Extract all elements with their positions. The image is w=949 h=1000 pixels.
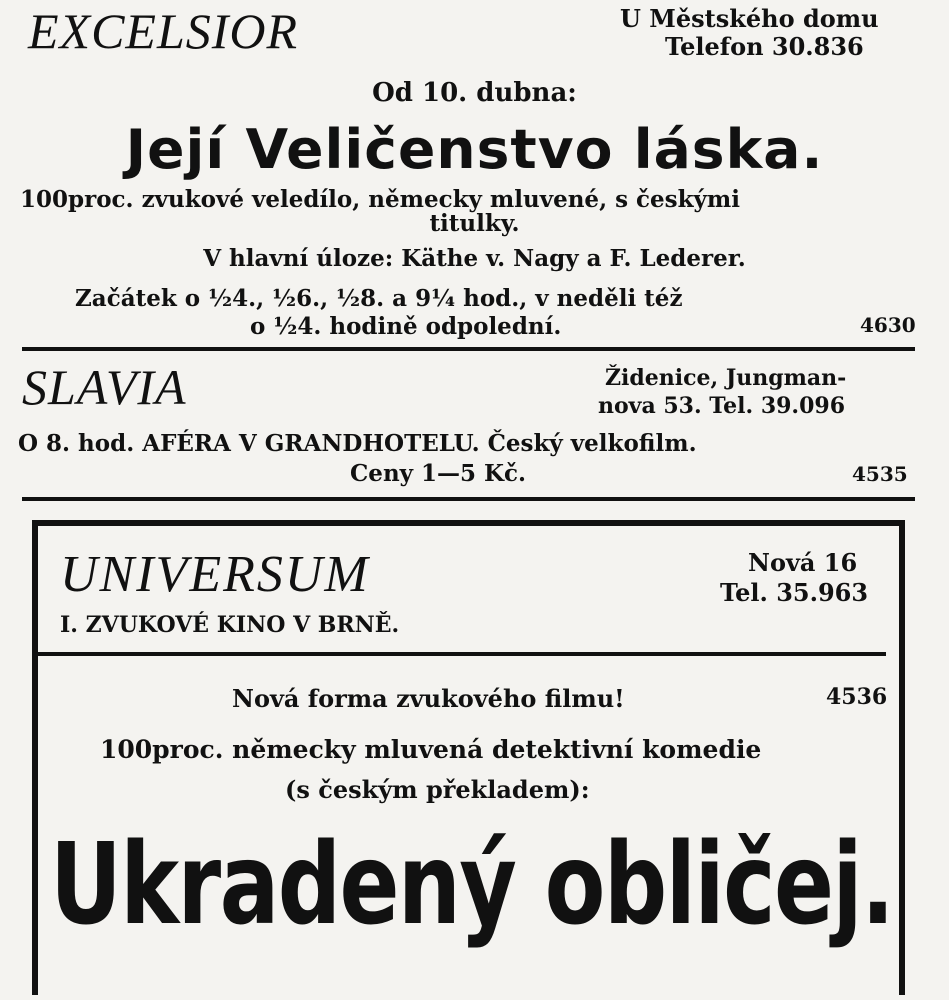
excelsior-times-line2: o ½4. hodině odpolední. <box>250 313 562 340</box>
slavia-address-line1: Židenice, Jungman- <box>605 365 847 391</box>
universum-subtitle: I. ZVUKOVÉ KINO V BRNĚ. <box>60 612 400 638</box>
excelsior-times-line1: Začátek o ½4., ½6., ½8. a 9¼ hod., v neděli též <box>75 285 683 312</box>
universum-film-title: Ukradený obličej. <box>50 820 894 950</box>
universum-header-divider <box>38 652 886 656</box>
universum-description-line1: 100proc. německy mluvená detektivní komedie <box>100 735 762 764</box>
slavia-name: SLAVIA <box>22 359 187 415</box>
excelsior-description-line2: titulky. <box>429 210 520 237</box>
divider-slavia-universum <box>22 497 915 501</box>
slavia-ad-code: 4535 <box>852 462 908 486</box>
universum-ad-code: 4536 <box>826 684 888 710</box>
universum-address-line2: Tel. 35.963 <box>720 578 869 607</box>
excelsior-film-title: Její Veličenstvo láska. <box>125 118 824 181</box>
excelsior-cast: V hlavní úloze: Käthe v. Nagy a F. Lederer. <box>203 245 746 272</box>
excelsior-ad-code: 4630 <box>860 313 916 337</box>
universum-address-line1: Nová 16 <box>748 548 858 577</box>
slavia-address-line2: nova 53. Tel. 39.096 <box>598 393 846 419</box>
excelsior-name: EXCELSIOR <box>28 3 299 59</box>
excelsior-description-line1: 100proc. zvukové veledílo, německy mluvené, s českými <box>20 186 740 213</box>
excelsior-date: Od 10. dubna: <box>372 78 577 108</box>
universum-form-text: Nová forma zvukového filmu! <box>232 684 625 713</box>
excelsior-address-line2: Telefon 30.836 <box>665 32 864 61</box>
slavia-showing: O 8. hod. AFÉRA V GRANDHOTELU. Český velkofilm. <box>18 430 697 457</box>
divider-excelsior-slavia <box>22 347 915 351</box>
slavia-prices: Ceny 1—5 Kč. <box>350 460 527 487</box>
excelsior-address-line1: U Městského domu <box>620 4 879 33</box>
universum-name: UNIVERSUM <box>60 546 370 603</box>
universum-description-line2: (s českým překladem): <box>285 775 590 804</box>
